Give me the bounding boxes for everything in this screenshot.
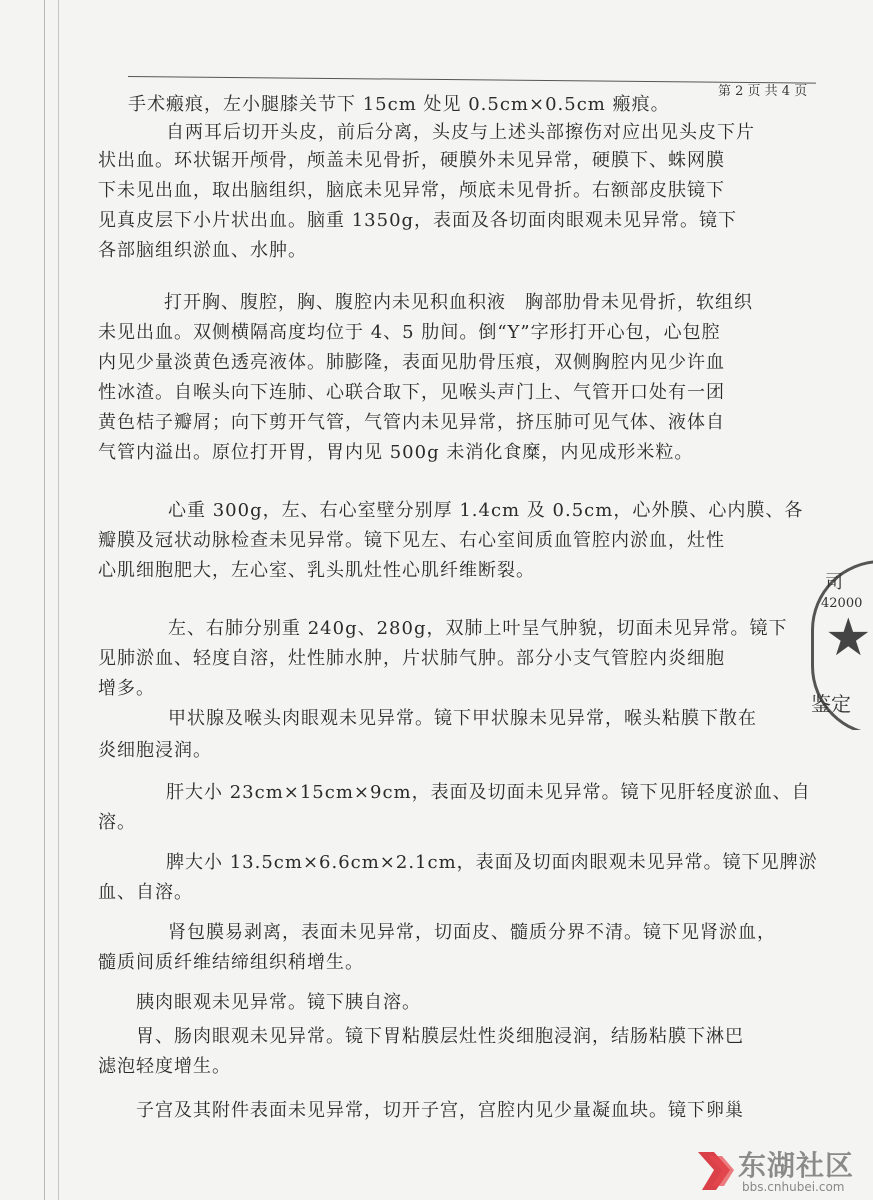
text-line: 黄色桔子瓣屑；向下剪开气管，气管内未见异常，挤压肺可见气体、液体自 <box>98 412 725 433</box>
text-line: 胰肉眼观未见异常。镜下胰自溶。 <box>98 992 421 1013</box>
text-line: 内见少量淡黄色透亮液体。肺膨隆，表面见肋骨压痕，双侧胸腔内见少许血 <box>98 352 725 373</box>
text-line: 手术瘢痕，左小腿膝关节下 15cm 处见 0.5cm×0.5cm 瘢痕。 <box>128 94 670 115</box>
text-line: 溶。 <box>98 812 136 833</box>
scan-margin-line <box>44 0 45 1200</box>
forum-logo-icon <box>694 1146 736 1194</box>
text-line: 甲状腺及喉头肉眼观未见异常。镜下甲状腺未见异常，喉头粘膜下散在 <box>130 708 757 729</box>
text-line: 状出血。环状锯开颅骨，颅盖未见骨折，硬膜外未见异常，硬膜下、蛛网膜 <box>98 150 725 171</box>
stamp-code: 42000 <box>821 596 863 611</box>
text-line: 血、自溶。 <box>98 882 193 903</box>
text-line: 各部脑组织淤血、水肿。 <box>98 240 307 261</box>
stamp-text-bottom: 鉴定 <box>811 692 851 716</box>
forum-watermark <box>694 1142 873 1200</box>
text-line: 肝大小 23cm×15cm×9cm，表面及切面未见异常。镜下见肝轻度淤血、自 <box>128 782 811 803</box>
text-line: 髓质间质纤维结缔组织稍增生。 <box>98 952 364 973</box>
text-line: 性冰渣。自喉头向下连肺、心联合取下，见喉头声门上、气管开口处有一团 <box>98 382 725 403</box>
official-stamp <box>811 560 873 730</box>
text-line: 子宫及其附件表面未见异常，切开子宫，宫腔内见少量凝血块。镜下卵巢 <box>98 1100 744 1121</box>
stamp-text-top: 司 <box>825 572 843 593</box>
watermark-url: bbs.cnhubei.com <box>742 1180 845 1194</box>
text-line: 气管内溢出。原位打开胃，胃内见 500g 未消化食糜，内见成形米粒。 <box>98 442 694 463</box>
text-line: 瓣膜及冠状动脉检查未见异常。镜下见左、右心室间质血管腔内淤血，灶性 <box>98 530 725 551</box>
text-line: 增多。 <box>98 678 155 699</box>
text-line: 下未见出血，取出脑组织，脑底未见异常，颅底未见骨折。右额部皮肤镜下 <box>98 180 725 201</box>
text-line: 心重 300g，左、右心室壁分别厚 1.4cm 及 0.5cm，心外膜、心内膜、各 <box>130 500 804 521</box>
text-line: 左、右肺分别重 240g、280g，双肺上叶呈气肿貌，切面未见异常。镜下 <box>130 618 788 639</box>
text-line: 心肌细胞肥大，左心室、乳头肌灶性心肌纤维断裂。 <box>98 560 535 581</box>
text-line: 胃、肠肉眼观未见异常。镜下胃粘膜层灶性炎细胞浸润，结肠粘膜下淋巴 <box>98 1026 744 1047</box>
text-line: 未见出血。双侧横隔高度均位于 4、5 肋间。倒“Y”字形打开心包，心包腔 <box>98 322 721 343</box>
star-icon: ★ <box>825 608 872 668</box>
text-line: 打开胸、腹腔，胸、腹腔内未见积血积液 胸部肋骨未见骨折，软组织 <box>126 292 753 313</box>
text-line: 见真皮层下小片状出血。脑重 1350g，表面及各切面肉眼观未见异常。镜下 <box>98 210 738 231</box>
text-line: 见肺淤血、轻度自溶，灶性肺水肿，片状肺气肿。部分小支气管腔内炎细胞 <box>98 648 725 669</box>
watermark-name: 东湖社区 <box>738 1149 855 1182</box>
text-line: 肾包膜易剥离，表面未见异常，切面皮、髓质分界不清。镜下见肾淤血， <box>130 922 776 943</box>
page-indicator: 第 2 页 共 4 页 <box>718 84 808 99</box>
scan-margin-line-2 <box>58 0 59 1200</box>
text-line: 脾大小 13.5cm×6.6cm×2.1cm，表面及切面肉眼观未见异常。镜下见脾淤 <box>128 852 818 873</box>
text-line: 滤泡轻度增生。 <box>98 1056 231 1077</box>
header-rule <box>128 76 816 84</box>
text-line: 自两耳后切开头皮，前后分离，头皮与上述头部擦伤对应出见头皮下片 <box>128 122 755 143</box>
text-line: 炎细胞浸润。 <box>98 740 212 761</box>
